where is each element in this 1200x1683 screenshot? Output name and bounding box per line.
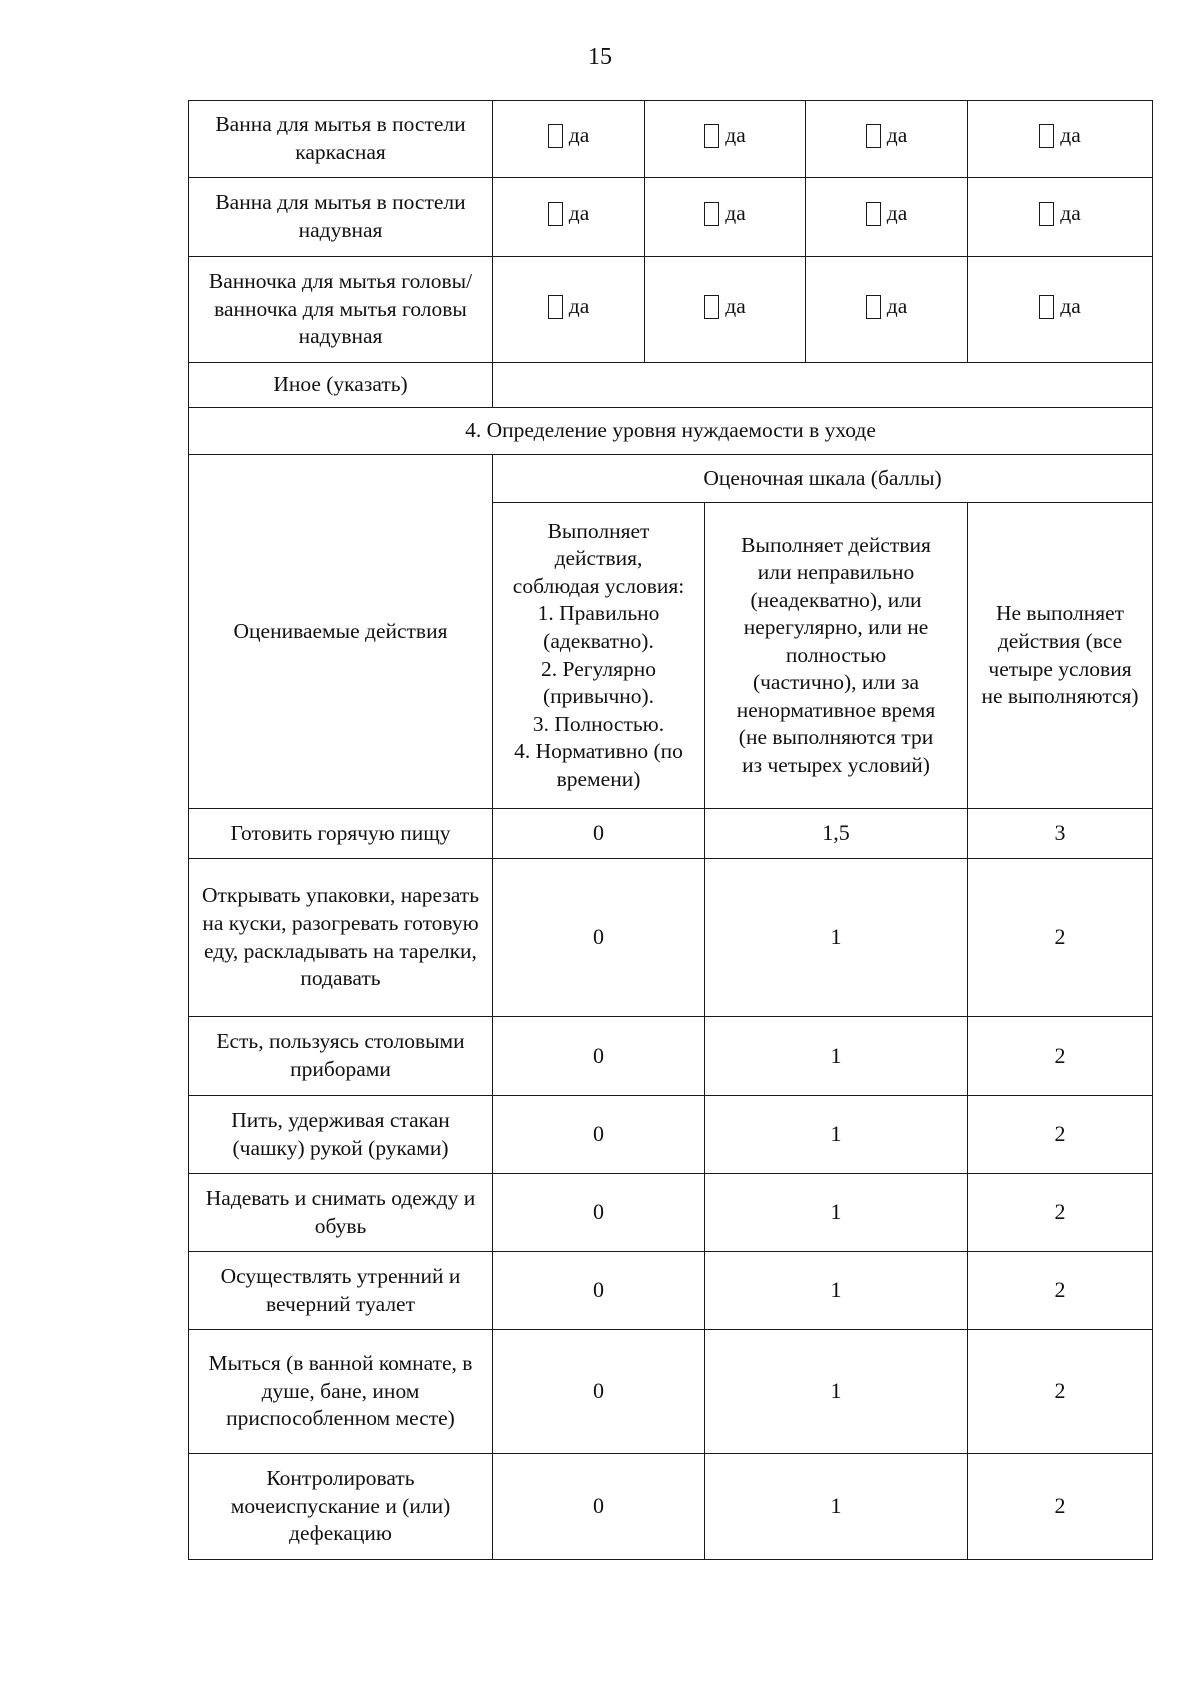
equipment-label: Ванна для мытья в постели надувная xyxy=(189,178,493,257)
actions-header: Оцениваемые действия xyxy=(189,455,493,809)
checkbox[interactable] xyxy=(1039,124,1054,148)
checkbox[interactable] xyxy=(704,124,719,148)
assessment-row xyxy=(189,1252,1153,1330)
equipment-label: Ванна для мытья в постели каркасная xyxy=(189,101,493,178)
score-partial: 1 xyxy=(705,1252,968,1330)
yes-label: да xyxy=(725,123,746,148)
yes-checkbox-cell[interactable] xyxy=(493,178,645,257)
yes-checkbox-cell[interactable] xyxy=(806,101,968,178)
score-full: 0 xyxy=(493,1454,705,1560)
yes-checkbox-cell[interactable] xyxy=(968,101,1153,178)
yes-checkbox-cell[interactable] xyxy=(806,178,968,257)
page-number: 15 xyxy=(588,44,612,70)
yes-label: да xyxy=(568,123,590,148)
score-full: 0 xyxy=(493,1017,705,1096)
score-partial: 1 xyxy=(705,859,968,1017)
score-none: 2 xyxy=(968,1017,1153,1096)
equipment-row xyxy=(189,178,1153,257)
yes-label: да xyxy=(886,123,908,148)
assessment-row xyxy=(189,809,1153,859)
score-full: 0 xyxy=(493,1174,705,1252)
yes-label: да xyxy=(1060,201,1081,226)
action-label: Открывать упаковки, нарезать на куски, разогревать готовую еду, раскладывать на тарелки, подавать xyxy=(189,859,493,1017)
other-label: Иное (указать) xyxy=(189,363,493,408)
action-label: Мыться (в ванной комнате, в душе, бане, ином приспособленном месте) xyxy=(189,1330,493,1454)
yes-label: да xyxy=(725,293,746,318)
action-label: Надевать и снимать одежду и обувь xyxy=(189,1174,493,1252)
yes-checkbox-cell[interactable] xyxy=(493,101,645,178)
yes-label: да xyxy=(568,201,590,226)
score-full: 0 xyxy=(493,1330,705,1454)
checkbox[interactable] xyxy=(866,124,881,148)
score-none: 2 xyxy=(968,1096,1153,1174)
yes-checkbox-cell[interactable] xyxy=(806,257,968,363)
yes-checkbox-cell[interactable] xyxy=(645,178,806,257)
assessment-row xyxy=(189,1174,1153,1252)
yes-label: да xyxy=(725,201,746,226)
yes-checkbox-cell[interactable] xyxy=(968,257,1153,363)
care-needs-form-table xyxy=(188,100,1153,1560)
score-partial: 1 xyxy=(705,1454,968,1560)
yes-label: да xyxy=(1060,293,1081,318)
score-none: 2 xyxy=(968,1454,1153,1560)
score-full: 0 xyxy=(493,1096,705,1174)
other-input-cell[interactable] xyxy=(493,363,1153,408)
assessment-row xyxy=(189,1454,1153,1560)
scale-header: Оценочная шкала (баллы) xyxy=(493,455,1153,503)
scale-header-row xyxy=(189,455,1153,503)
section-title-row xyxy=(189,408,1153,455)
yes-label: да xyxy=(886,293,908,318)
action-label: Контролировать мочеиспускание и (или) дефекацию xyxy=(189,1454,493,1560)
score-none: 3 xyxy=(968,809,1153,859)
yes-checkbox-cell[interactable] xyxy=(968,178,1153,257)
checkbox[interactable] xyxy=(548,202,563,226)
score-full: 0 xyxy=(493,809,705,859)
equipment-row xyxy=(189,101,1153,178)
equipment-row xyxy=(189,257,1153,363)
checkbox[interactable] xyxy=(548,295,563,319)
yes-label: да xyxy=(886,201,908,226)
other-row xyxy=(189,363,1153,408)
checkbox[interactable] xyxy=(704,202,719,226)
column-header-full-compliance: Выполняет действия, соблюдая условия: 1. Правильно (адекватно). 2. Регулярно (привычно). 3. Полностью. 4. Нормативно (по времени) xyxy=(493,503,705,809)
checkbox[interactable] xyxy=(548,124,563,148)
assessment-row xyxy=(189,1096,1153,1174)
score-none: 2 xyxy=(968,1174,1153,1252)
score-partial: 1,5 xyxy=(705,809,968,859)
action-label: Пить, удерживая стакан (чашку) рукой (руками) xyxy=(189,1096,493,1174)
yes-checkbox-cell[interactable] xyxy=(493,257,645,363)
assessment-row xyxy=(189,1017,1153,1096)
yes-label: да xyxy=(1060,123,1081,148)
score-full: 0 xyxy=(493,859,705,1017)
section-title: 4. Определение уровня нуждаемости в уходе xyxy=(189,408,1153,455)
assessment-row xyxy=(189,1330,1153,1454)
score-partial: 1 xyxy=(705,1096,968,1174)
score-partial: 1 xyxy=(705,1174,968,1252)
score-none: 2 xyxy=(968,1330,1153,1454)
score-partial: 1 xyxy=(705,1017,968,1096)
action-label: Готовить горячую пищу xyxy=(189,809,493,859)
column-header-partial-compliance: Выполняет действия или неправильно (неадекватно), или нерегулярно, или не полностью (частично), или за ненормативное время (не выполняются три из четырех условий) xyxy=(705,503,968,809)
checkbox[interactable] xyxy=(704,295,719,319)
yes-checkbox-cell[interactable] xyxy=(645,257,806,363)
score-none: 2 xyxy=(968,1252,1153,1330)
yes-checkbox-cell[interactable] xyxy=(645,101,806,178)
score-full: 0 xyxy=(493,1252,705,1330)
yes-label: да xyxy=(568,293,590,318)
checkbox[interactable] xyxy=(866,202,881,226)
score-none: 2 xyxy=(968,859,1153,1017)
column-header-non-compliance: Не выполняет действия (все четыре условия не выполняются) xyxy=(968,503,1153,809)
action-label: Осуществлять утренний и вечерний туалет xyxy=(189,1252,493,1330)
checkbox[interactable] xyxy=(1039,295,1054,319)
score-partial: 1 xyxy=(705,1330,968,1454)
equipment-label: Ванночка для мытья головы/ванночка для мытья головы надувная xyxy=(189,257,493,363)
checkbox[interactable] xyxy=(1039,202,1054,226)
checkbox[interactable] xyxy=(866,295,881,319)
assessment-row xyxy=(189,859,1153,1017)
action-label: Есть, пользуясь столовыми приборами xyxy=(189,1017,493,1096)
